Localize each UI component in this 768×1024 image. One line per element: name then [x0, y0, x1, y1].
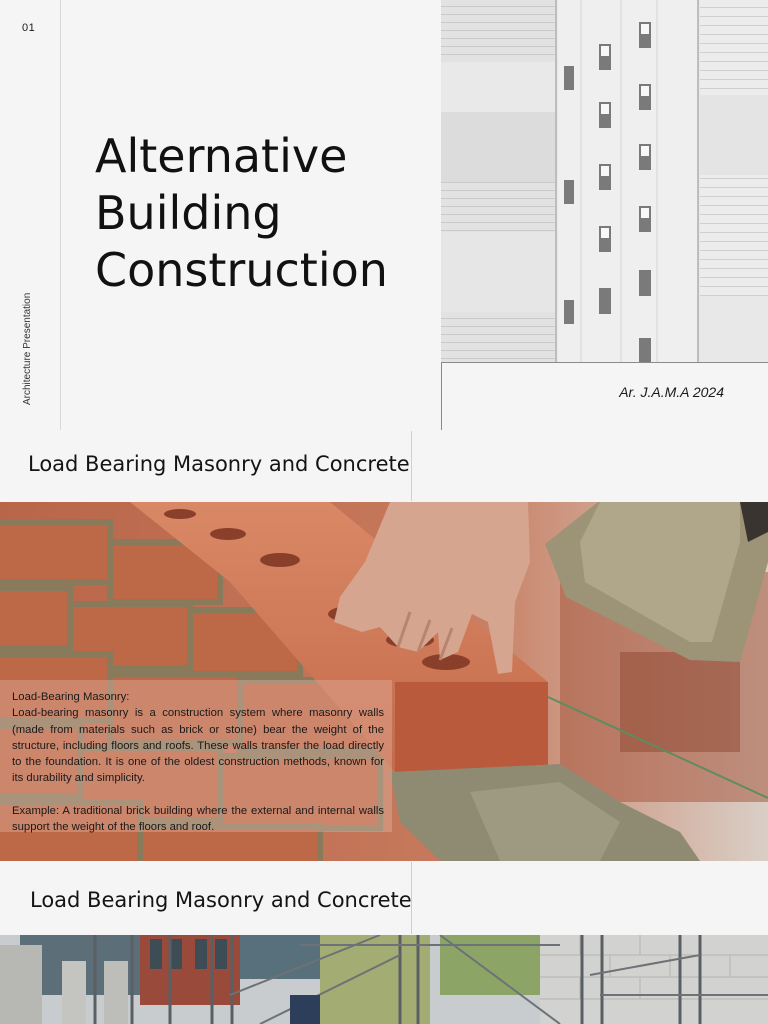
construction-site-photo [0, 935, 768, 1024]
description-paragraph: Load-bearing masonry is a construction system where masonry walls (made from materials such as brick or stone) bear the weight of the structure, including floors and roofs. These walls transfer the load directly to the foundation. It is one of the oldest construction methods, known for its durability and simplicity. [12, 707, 384, 785]
page-number: 01 [22, 22, 36, 34]
divider-line [60, 0, 61, 430]
author-credit: Ar. J.A.M.A 2024 [619, 384, 724, 400]
description-label: Load-Bearing Masonry: [12, 691, 130, 703]
title-line: Alternative [95, 129, 348, 183]
section-heading: Load Bearing Masonry and Concrete [28, 452, 410, 476]
description-block [12, 689, 384, 835]
section-heading: Load Bearing Masonry and Concrete [30, 888, 412, 912]
spacer [12, 787, 384, 803]
divider-line [411, 431, 412, 501]
title-line: Building [95, 186, 282, 240]
example-paragraph: Example: A traditional brick building where the external and internal walls support the weight of the floors and roof. [12, 804, 384, 834]
frame-line [441, 362, 768, 363]
title-line: Construction [95, 243, 388, 297]
frame-line [441, 362, 442, 430]
side-label: Architecture Presentation [22, 292, 33, 405]
page-title [95, 128, 425, 299]
bricklaying-photo [0, 502, 768, 861]
building-facade-photo [441, 0, 768, 362]
